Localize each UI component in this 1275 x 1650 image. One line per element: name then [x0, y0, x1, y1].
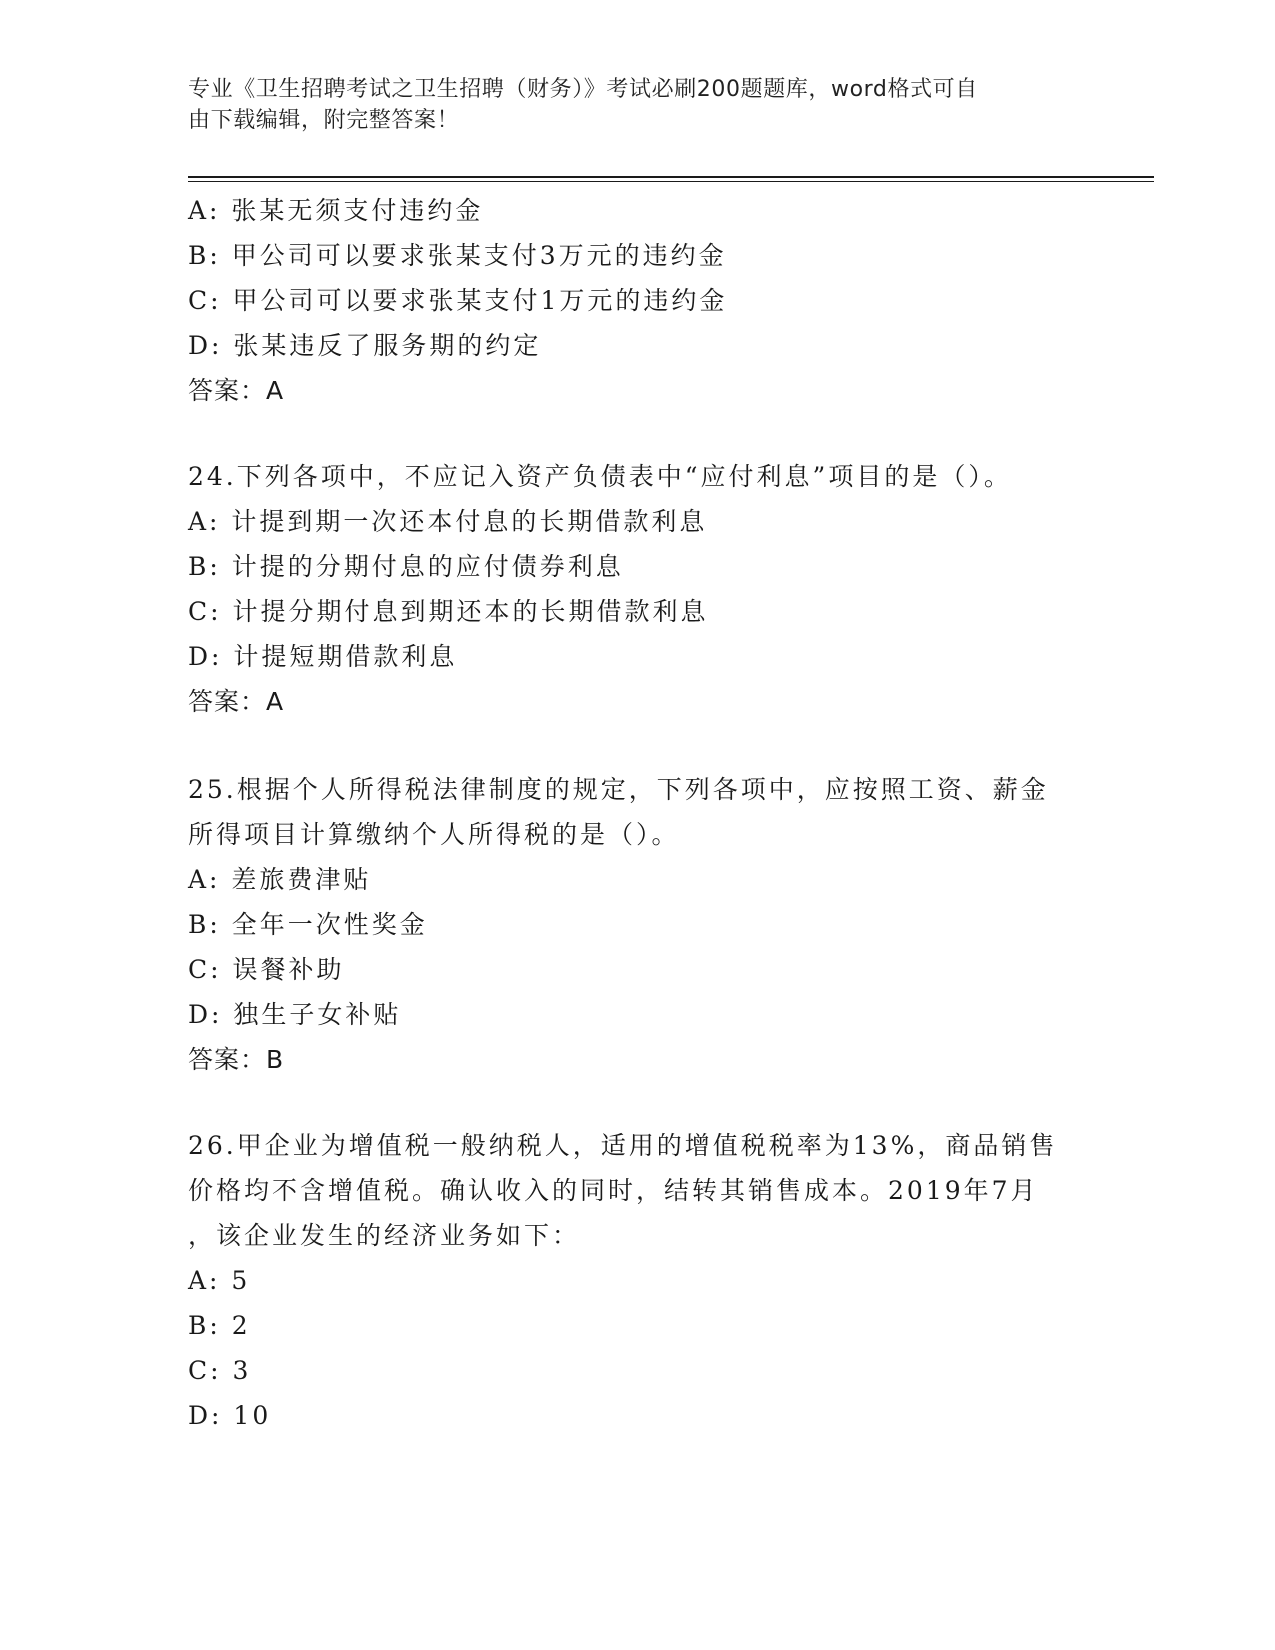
q24-option-d: D: 计提短期借款利息	[188, 642, 458, 671]
q25-option-d: D: 独生子女补贴	[188, 1000, 402, 1029]
q25-option-a: A: 差旅费津贴	[188, 865, 372, 894]
q23-answer: 答案：A	[188, 376, 285, 405]
q25-option-b: B: 全年一次性奖金	[188, 910, 428, 939]
q26-option-a: A: 5	[188, 1266, 251, 1295]
q25-answer: 答案：B	[188, 1045, 285, 1074]
q26-question-line-2: 价格均不含增值税。确认收入的同时，结转其销售成本。2019年7月	[188, 1176, 1039, 1205]
q26-question-line-3: ，该企业发生的经济业务如下：	[188, 1221, 581, 1250]
q24-question: 24.下列各项中，不应记入资产负债表中“应付利息”项目的是（）。	[188, 462, 1012, 491]
q24-answer: 答案：A	[188, 687, 285, 716]
q24-option-b: B: 计提的分期付息的应付债券利息	[188, 552, 624, 581]
q26-option-b: B: 2	[188, 1311, 251, 1340]
q26-option-d: D: 10	[188, 1401, 272, 1430]
header-divider-thin	[188, 181, 1154, 182]
q24-option-a: A: 计提到期一次还本付息的长期借款利息	[188, 507, 708, 536]
header-note-line-2: 由下载编辑，附完整答案！	[188, 108, 460, 133]
header-note-line-1: 专业《卫生招聘考试之卫生招聘（财务）》考试必刷200题题库，word格式可自	[188, 77, 978, 102]
document-header-note	[188, 74, 1068, 136]
q26-option-c: C: 3	[188, 1356, 252, 1385]
q25-option-c: C: 误餐补助	[188, 955, 345, 984]
q26-question-line-1: 26.甲企业为增值税一般纳税人，适用的增值税税率为13%，商品销售	[188, 1131, 1058, 1160]
q23-option-a: A: 张某无须支付违约金	[188, 196, 484, 225]
q25-question-line-2: 所得项目计算缴纳个人所得税的是（）。	[188, 820, 680, 849]
q25-question-line-1: 25.根据个人所得税法律制度的规定，下列各项中，应按照工资、薪金	[188, 775, 1049, 804]
q23-option-b: B: 甲公司可以要求张某支付3万元的违约金	[188, 241, 727, 270]
q23-option-d: D: 张某违反了服务期的约定	[188, 331, 542, 360]
header-divider-thick	[188, 176, 1154, 178]
q23-option-c: C: 甲公司可以要求张某支付1万元的违约金	[188, 286, 728, 315]
q24-option-c: C: 计提分期付息到期还本的长期借款利息	[188, 597, 709, 626]
